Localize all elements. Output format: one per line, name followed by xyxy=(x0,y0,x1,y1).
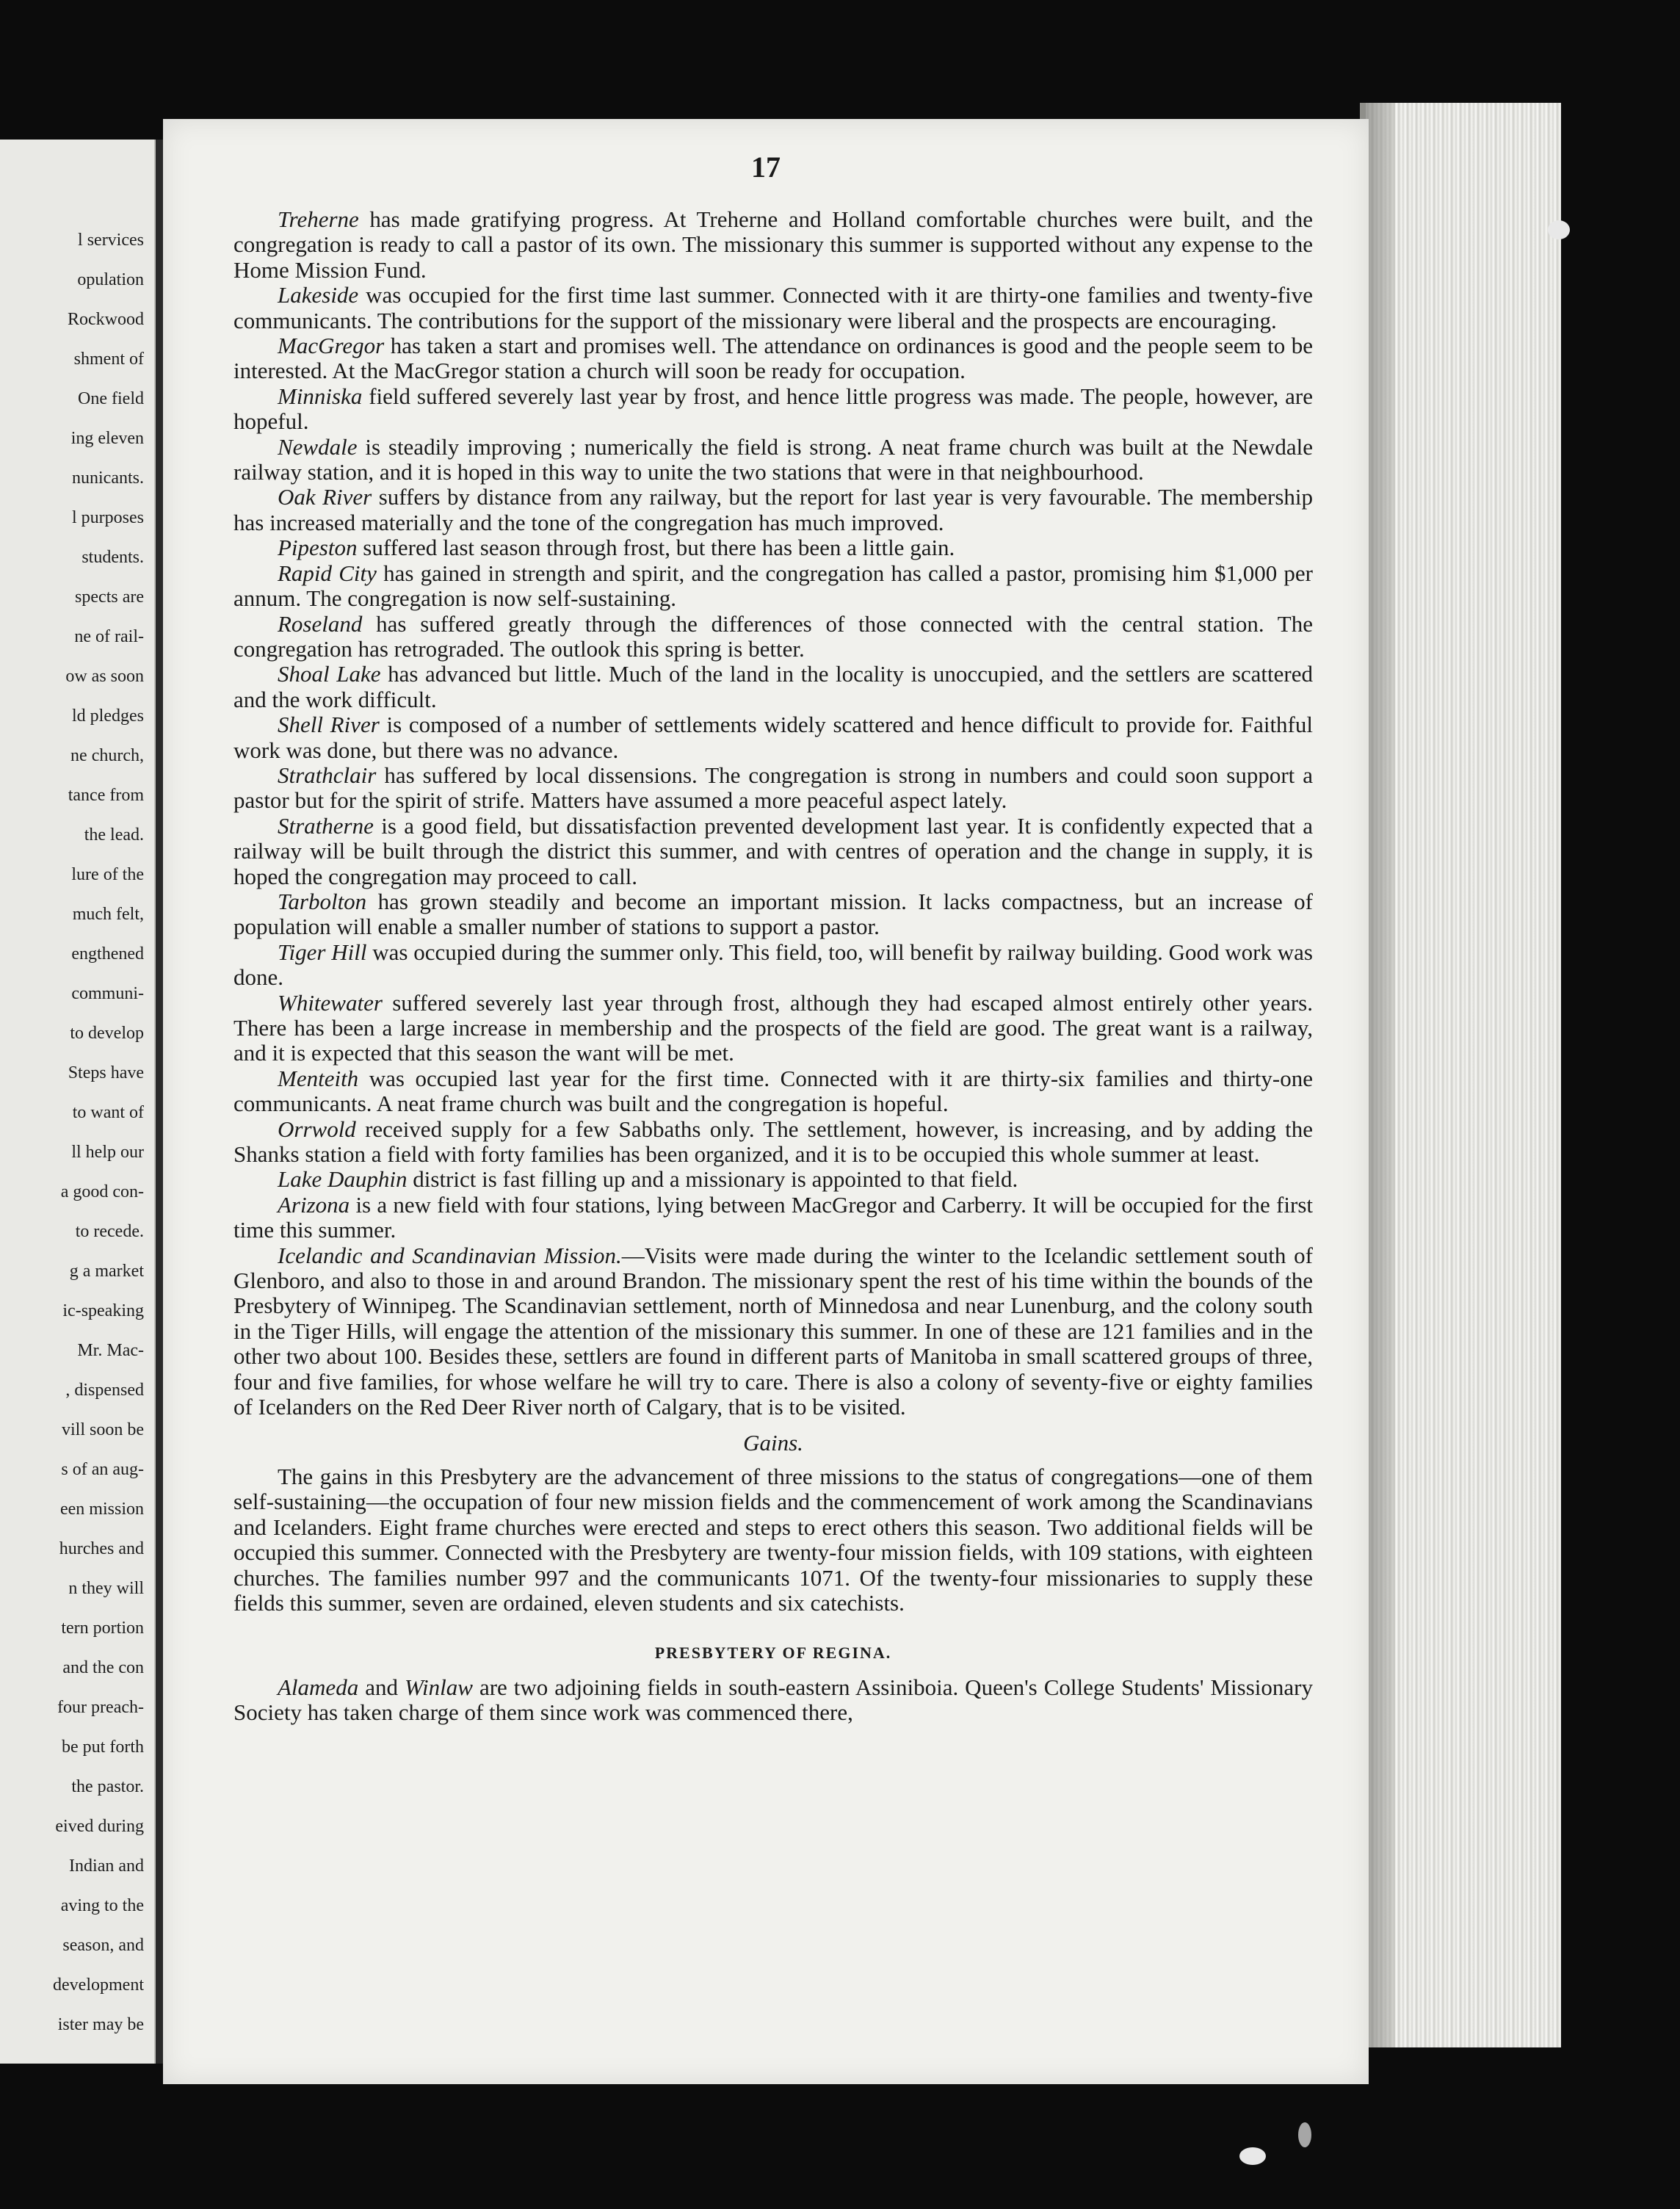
main-page xyxy=(163,119,1369,2084)
left-page-text: ll help our xyxy=(71,1143,144,1162)
left-page-text: een mission xyxy=(60,1500,144,1519)
gains-heading: Gains. xyxy=(743,1429,803,1456)
left-page-text: the lead. xyxy=(84,825,144,845)
left-page-text: lure of the xyxy=(71,865,144,884)
paragraph-text: has taken a start and promises well. The attendance on ordinances is good and the people seem to be interested. At the MacGregor station a church will soon be ready for occupation. xyxy=(233,333,1313,384)
left-page-text: season, and xyxy=(62,1936,144,1955)
left-page-text: s of an aug- xyxy=(61,1460,144,1479)
place-name: Newdale xyxy=(278,433,358,460)
paragraph-text: has gained in strength and spirit, and the congregation has called a pastor, promising him $1,000 per annum. The congregation is now self-sustaining. xyxy=(233,560,1313,612)
paragraph-text: is a good field, but dissatisfaction prevented development last year. It is confidently expected that a railway will be built through the district this summer, and with centres of operation and the change in supply, it is hoped the congregation may proceed to call. xyxy=(233,812,1313,889)
paragraph-text: suffered last season through frost, but there has been a little gain. xyxy=(357,535,955,561)
left-page-text: ister may be xyxy=(57,2015,144,2034)
place-name: Roseland xyxy=(278,610,363,637)
page-edge-shadow xyxy=(1366,103,1395,2047)
left-page-text: ic-speaking xyxy=(62,1301,144,1320)
gains-paragraph: The gains in this Presbytery are the advancement of three missions to the status of congregations—one of them self-sustaining—the occupation of four new mission fields and the commencement of work among the Scandinavians and Icelanders. Eight frame churches were erected and steps to erect others this season. Two additional fields will be occupied this summer. Connected with the Presbytery are twenty-four mission fields, with 109 stations, with eighteen churches. The families number 997 and the communicants 1071. Of the twenty-four missionaries to supply these fields this summer, seven are ordained, eleven students and six catechists. xyxy=(233,1463,1313,1616)
place-name: Winlaw xyxy=(404,1674,473,1700)
left-page-text: , dispensed xyxy=(65,1381,144,1400)
left-page-text: communi- xyxy=(71,984,144,1003)
paragraph-text: was occupied last year for the first time. Connected with it are thirty-six families and thirty-one communicants. A neat frame church was built and the congregation is hopeful. xyxy=(233,1065,1313,1117)
field-report-paragraph xyxy=(233,485,1313,535)
left-page-text: Indian and xyxy=(69,1856,144,1876)
field-report-paragraph xyxy=(233,535,1313,560)
place-name: Tarbolton xyxy=(278,888,367,914)
field-report-paragraph xyxy=(233,1243,1313,1420)
place-name: Tiger Hill xyxy=(278,939,367,965)
place-name: Alameda xyxy=(278,1674,359,1700)
paragraph-text: is a new field with four stations, lying between MacGregor and Carberry. It will be occupied for the first time this summer. xyxy=(233,1191,1313,1243)
paragraph-text: has advanced but little. Much of the land in the locality is unoccupied, and the settlers are scattered and the work difficult. xyxy=(233,661,1314,712)
place-name: Pipeston xyxy=(278,535,358,561)
field-report-paragraph xyxy=(233,1167,1313,1192)
field-report-paragraph xyxy=(233,561,1313,612)
field-report-paragraph xyxy=(233,712,1313,763)
paragraph-text: is composed of a number of settlements widely scattered and hence difficult to provide for. Faithful work was done, but there was no advance. xyxy=(233,712,1313,763)
left-page-text: Mr. Mac- xyxy=(77,1341,144,1360)
field-report-paragraph xyxy=(233,662,1313,712)
left-page-text: be put forth xyxy=(62,1738,144,1757)
left-page-text: much felt, xyxy=(72,905,144,924)
paragraph-text: has grown steadily and become an important mission. It lacks compactness, but an increase of population will enable a smaller number of stations to support a pastor. xyxy=(233,888,1313,940)
paragraph-text: has suffered by local dissensions. The congregation is strong in numbers and could soon support a pastor but for the spirit of strife. Matters have assumed a more peaceful aspect lately. xyxy=(233,762,1313,814)
left-page-text: ow as soon xyxy=(65,667,144,686)
dust-speck xyxy=(1548,220,1570,239)
left-page-text: engthened xyxy=(71,944,144,964)
dust-speck xyxy=(1298,2122,1311,2147)
place-name: Rapid City xyxy=(278,560,377,586)
dust-speck xyxy=(1239,2147,1266,2165)
left-page-text: four preach- xyxy=(57,1698,144,1717)
paragraph-text: —Visits were made during the winter to the Icelandic settlement south of Glenboro, and also to those in and around Brandon. The missionary spent the rest of his time within the bounds of the Presbytery of Winnipeg. The Scandinavian settlement, north of Minnedosa and near Lunenburg, and the colony south in the Tiger Hills, will engage the attention of the missionary this summer. In one of these are 121 families and in the other two about 100. Besides these, settlers are found in different parts of Manitoba in small scattered groups of three, four and five families, for whose welfare he will try to care. There is also a colony of seventy-five or eighty families of Icelanders on the Red Deer River north of Calgary, that is to be visited. xyxy=(233,1242,1313,1420)
regina-paragraph xyxy=(233,1675,1313,1726)
left-page-text: aving to the xyxy=(60,1896,144,1915)
field-report-paragraph xyxy=(233,333,1313,384)
paragraph-text: was occupied during the summer only. This field, too, will benefit by railway building. Good work was done. xyxy=(233,939,1313,991)
field-report-paragraph xyxy=(233,435,1313,485)
left-page-text: ne of rail- xyxy=(74,627,144,646)
field-report-paragraph xyxy=(233,991,1313,1066)
left-page-text: to want of xyxy=(72,1103,144,1122)
left-page-text: eived during xyxy=(55,1817,144,1836)
place-name: Icelandic and Scandinavian Mission. xyxy=(278,1242,622,1268)
place-name: Shell River xyxy=(278,712,380,738)
left-page-text: tern portion xyxy=(61,1619,144,1638)
left-page-text: l services xyxy=(78,231,144,250)
left-page-text: vill soon be xyxy=(62,1420,144,1439)
field-report-paragraph xyxy=(233,1193,1313,1243)
left-page-text: tance from xyxy=(68,786,144,805)
paragraph-text: is steadily improving ; numerically the field is strong. A neat frame church was built at the Newdale railway station, and it is hoped in this way to unite the two stations that were in that neighbourhood. xyxy=(233,433,1313,485)
left-page-text: n they will xyxy=(68,1579,144,1598)
left-page-text: l purposes xyxy=(72,508,144,527)
field-report-paragraph xyxy=(233,763,1313,814)
place-name: Menteith xyxy=(278,1065,359,1091)
left-page-text: to recede. xyxy=(75,1222,144,1241)
left-page-text: development xyxy=(53,1975,144,1995)
left-page-text: One field xyxy=(78,389,144,408)
paragraph-text: suffers by distance from any railway, but the report for last year is very favourable. The membership has increased materially and the tone of the congregation has much improved. xyxy=(233,484,1313,535)
left-page-text: ld pledges xyxy=(72,706,144,726)
left-page-text: nunicants. xyxy=(72,469,144,488)
place-name: Orrwold xyxy=(278,1116,356,1142)
field-report-paragraph xyxy=(233,814,1313,889)
left-page-text: g a market xyxy=(69,1262,144,1281)
page-number: 17 xyxy=(751,151,781,184)
paragraph-text: has made gratifying progress. At Treherne and Holland comfortable churches were built, and the congregation is ready to call a pastor of its own. The missionary this summer is supported without any expense to the Home Mission Fund. xyxy=(233,206,1313,283)
place-name: Arizona xyxy=(278,1191,350,1218)
paragraph-text: are two adjoining fields in south-eastern Assiniboia. Queen's College Students' Missionary Society has taken charge of them since work was commenced there, xyxy=(233,1674,1313,1726)
paragraph-text: was occupied for the first time last summer. Connected with it are thirty-one families and twenty-five communicants. The contributions for the support of the missionary were liberal and the prospects are encouraging. xyxy=(233,282,1313,333)
place-name: MacGregor xyxy=(278,333,385,359)
left-page-text: and the con xyxy=(62,1658,144,1677)
place-name: Strathclair xyxy=(278,762,377,788)
left-page-text: Rockwood xyxy=(68,310,144,329)
paragraph-text: has suffered greatly through the differences of those connected with the central station. The congregation has retrograded. The outlook this spring is better. xyxy=(233,610,1313,662)
paragraph-text: suffered severely last year through frost, although they had escaped almost entirely other years. There has been a large increase in membership and the prospects of the field are good. The great want is a railway, and it is expected that this season the want will be met. xyxy=(233,989,1313,1066)
left-page-text: to develop xyxy=(70,1024,144,1043)
field-report-paragraph xyxy=(233,207,1313,283)
paragraph-text: received supply for a few Sabbaths only. The settlement, however, is increasing, and by adding the Shanks station a field with forty families has been organized, and it is to be occupied this whole summer at least. xyxy=(233,1116,1313,1168)
paragraph-text: field suffered severely last year by frost, and hence little progress was made. The people, however, are hopeful. xyxy=(233,383,1313,435)
place-name: Whitewater xyxy=(278,989,383,1016)
regina-heading: PRESBYTERY OF REGINA. xyxy=(654,1644,892,1663)
place-name: Treherne xyxy=(278,206,359,232)
place-name: Shoal Lake xyxy=(278,661,381,687)
left-page-text: shment of xyxy=(73,350,144,369)
field-report-paragraph xyxy=(233,1117,1313,1168)
field-report-paragraph xyxy=(233,940,1313,991)
left-page-text: opulation xyxy=(77,270,144,289)
left-page-text: spects are xyxy=(75,588,144,607)
place-name: Stratherne xyxy=(278,812,374,839)
field-report-paragraph xyxy=(233,384,1313,435)
place-name: Oak River xyxy=(278,484,372,510)
left-page-text: a good con- xyxy=(60,1182,144,1201)
paragraph-text: and xyxy=(358,1674,405,1700)
body-text xyxy=(233,207,1313,1726)
left-page-text: students. xyxy=(82,548,144,567)
paragraph-list xyxy=(233,207,1313,1420)
left-page-text: Steps have xyxy=(68,1063,144,1082)
left-page-text: the pastor. xyxy=(71,1777,144,1796)
place-name: Lakeside xyxy=(278,282,359,308)
left-page-text: ne church, xyxy=(70,746,144,765)
place-name: Lake Dauphin xyxy=(278,1166,408,1193)
field-report-paragraph xyxy=(233,889,1313,940)
field-report-paragraph xyxy=(233,1066,1313,1117)
field-report-paragraph xyxy=(233,612,1313,662)
left-page-text: hurches and xyxy=(59,1539,144,1558)
page-edge-stack xyxy=(1360,103,1561,2047)
place-name: Minniska xyxy=(278,383,363,409)
paragraph-text: district is fast filling up and a missionary is appointed to that field. xyxy=(407,1166,1018,1193)
left-page-text: ing eleven xyxy=(70,429,144,448)
left-page-fragment xyxy=(0,140,159,2064)
field-report-paragraph xyxy=(233,283,1313,333)
